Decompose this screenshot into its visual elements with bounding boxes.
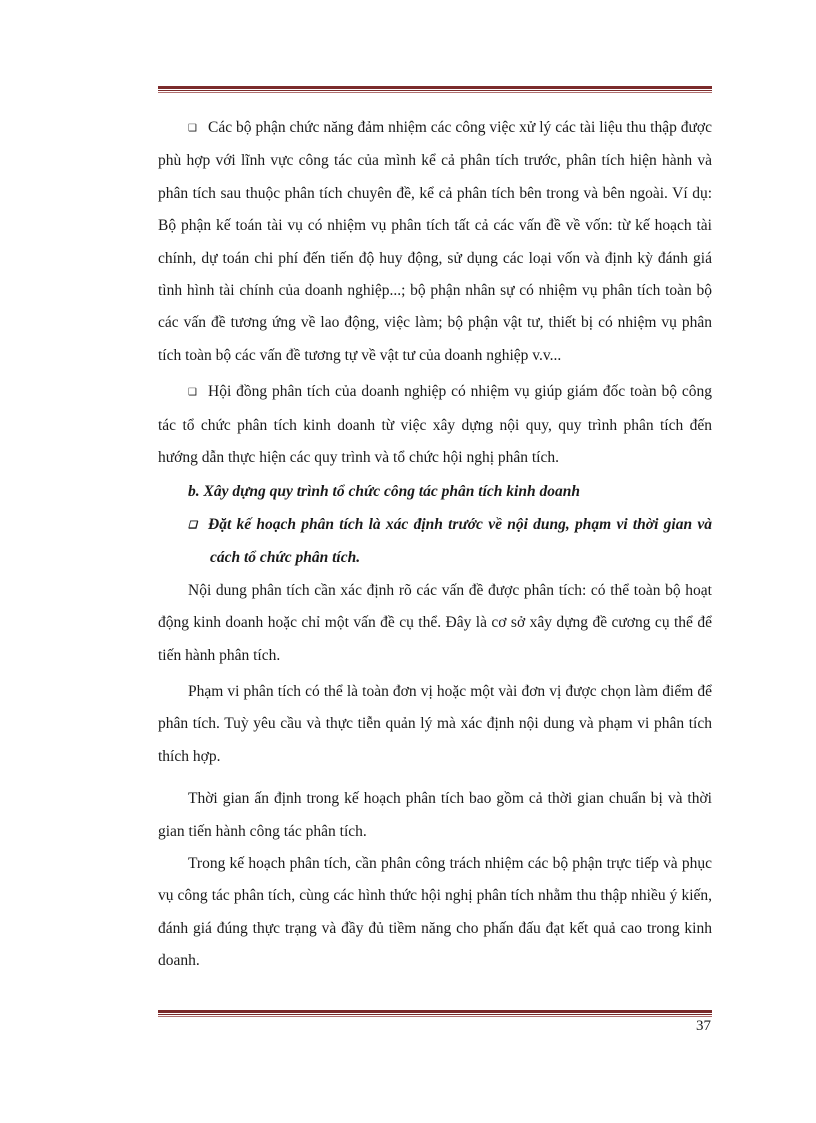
paragraph-content: Nội dung phân tích cần xác định rõ các vấn đề được phân tích: có thể toàn bộ hoạt động kinh doanh hoặc chỉ một vấn đề cụ thể. Đây là cơ sở xây dựng đề cương cụ thể để tiến hành phân tích. (158, 581, 712, 664)
paragraph-responsibility: Trong kế hoạch phân tích, cần phân công trách nhiệm các bộ phận trực tiếp và phục vụ công tác phân tích, cùng các hình thức hội nghị phân tích nhằm thu thập nhiều ý kiến, đánh giá đúng thực trạng và đầy đủ tiềm năng cho phấn đấu đạt kết quả cao trong kinh doanh. (158, 854, 712, 970)
checkbox-bullet-icon: ❑ (188, 387, 197, 399)
paragraph-time: Thời gian ấn định trong kế hoạch phân tích bao gồm cả thời gian chuẩn bị và thời gian tiến hành công tác phân tích. (158, 790, 712, 840)
paragraph-analysis-council (158, 376, 712, 474)
sub-heading-text: Đặt kế hoạch phân tích là xác định trước về nội dung, phạm vi thời gian và cách tổ chức phân tích. (208, 515, 712, 567)
footer-rule (158, 1010, 712, 1017)
page-body (158, 112, 712, 978)
checkbox-bullet-icon: ❑ (188, 519, 197, 531)
paragraph-functional-departments (158, 112, 712, 372)
checkbox-bullet-icon: ❑ (188, 123, 197, 134)
section-heading-b: b. Xây dựng quy trình tổ chức công tác phân tích kinh doanh (188, 483, 580, 501)
page-number: 37 (696, 1018, 711, 1034)
paragraph-text: Các bộ phận chức năng đảm nhiệm các công việc xử lý các tài liệu thu thập được phù hợp với lĩnh vực công tác của mình kể cả phân tích trước, phân tích hiện hành và phân tích sau thuộc phân tích chuyên đề, kể cả phân tích bên trong và bên ngoài. Ví dụ: Bộ phận kế toán tài vụ có nhiệm vụ phân tích tất cả các vấn đề về vốn: từ kế hoạch tài chính, dự toán chi phí đến tiến độ huy động, sử dụng các loại vốn và định kỳ đánh giá tình hình tài chính của doanh nghiệp...; bộ phận nhân sự có nhiệm vụ phân tích toàn bộ các vấn đề tương ứng về lao động, việc làm; bộ phận vật tư, thiết bị có nhiệm vụ phân tích toàn bộ các vấn đề tương tự về vật tư của doanh nghiệp v.v... (158, 119, 712, 364)
sub-heading-analysis-plan (158, 509, 712, 575)
header-rule (158, 86, 712, 93)
paragraph-scope: Phạm vi phân tích có thể là toàn đơn vị hoặc một vài đơn vị được chọn làm điểm để phân tích. Tuỳ yêu cầu và thực tiễn quản lý mà xác định nội dung và phạm vi phân tích thích hợp. (158, 682, 712, 765)
paragraph-text: Hội đồng phân tích của doanh nghiệp có nhiệm vụ giúp giám đốc toàn bộ công tác tổ chức phân tích kinh doanh từ việc xây dựng nội quy, quy trình phân tích đến hướng dẫn thực hiện các quy trình và tổ chức hội nghị phân tích. (158, 383, 712, 467)
